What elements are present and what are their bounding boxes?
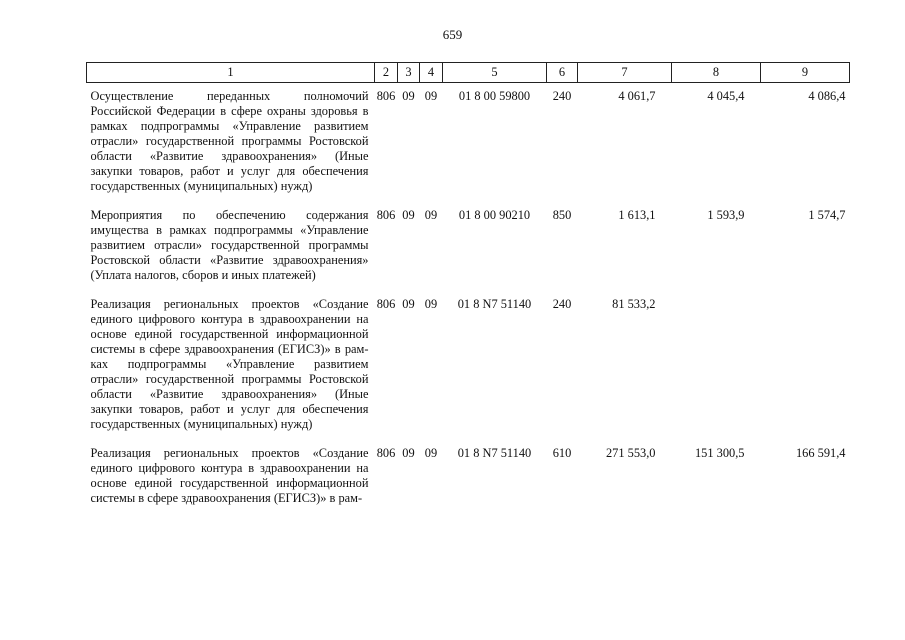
amount-year-3 bbox=[761, 291, 850, 440]
target-article-code: 01 8 N7 51140 bbox=[457, 297, 532, 311]
expense-type-code: 240 bbox=[552, 297, 572, 311]
header-cell: 1 bbox=[87, 63, 375, 83]
target-article-code: 01 8 N7 51140 bbox=[457, 446, 532, 460]
table-row bbox=[87, 202, 850, 291]
section-code: 09 bbox=[402, 89, 415, 103]
header-cell: 8 bbox=[672, 63, 761, 83]
target-article-code: 01 8 00 59800 bbox=[458, 89, 531, 103]
expense-type-code: 610 bbox=[552, 446, 572, 460]
row-description: Осуществление переданных полномочий Российской Федерации в сфере охраны здоровья в рамках подпрограммы «Управление развитием отрасли» государственной программы Ростовской области «Развитие здравоохранения» (Иные закупки товаров, работ и услуг для обеспечения государственных (муниципальных) нужд) bbox=[90, 89, 369, 193]
section-code: 09 bbox=[402, 446, 415, 460]
ministry-code: 806 bbox=[376, 208, 396, 222]
header-cell: 6 bbox=[547, 63, 578, 83]
amount-year-3: 4 086,4 bbox=[808, 89, 846, 103]
target-article-code: 01 8 00 90210 bbox=[458, 208, 531, 222]
section-code: 09 bbox=[402, 297, 415, 311]
table-row bbox=[87, 83, 850, 203]
subsection-code: 09 bbox=[424, 446, 438, 460]
subsection-code: 09 bbox=[424, 89, 438, 103]
header-cell: 2 bbox=[375, 63, 398, 83]
table-row bbox=[87, 291, 850, 440]
section-code: 09 bbox=[402, 208, 415, 222]
amount-year-2: 4 045,4 bbox=[707, 89, 745, 103]
amount-year-2: 1 593,9 bbox=[707, 208, 745, 222]
amount-year-1: 271 553,0 bbox=[605, 446, 656, 460]
amount-year-2: 151 300,5 bbox=[694, 446, 745, 460]
ministry-code: 806 bbox=[376, 297, 396, 311]
amount-year-1: 1 613,1 bbox=[618, 208, 656, 222]
header-cell: 9 bbox=[761, 63, 850, 83]
table-row bbox=[87, 440, 850, 506]
amount-year-2 bbox=[672, 291, 761, 440]
expense-type-code: 240 bbox=[552, 89, 572, 103]
header-cell: 5 bbox=[443, 63, 547, 83]
page-number: 659 bbox=[442, 27, 463, 42]
amount-year-3: 166 591,4 bbox=[795, 446, 846, 460]
expense-type-code: 850 bbox=[552, 208, 572, 222]
row-description: Мероприятия по обеспечению содержания имущества в рамках подпрограммы «Управление развитием отрасли» государственной программы Ростовской области «Развитие здравоохранения» (Уплата налогов, сборов и иных платежей) bbox=[90, 208, 369, 282]
amount-year-1: 4 061,7 bbox=[618, 89, 656, 103]
header-cell: 4 bbox=[420, 63, 443, 83]
row-description: Реализация региональных проектов «Создание единого цифрового контура в здравоохранении на основе единой государственной информационной системы в сфере здравоохранения (ЕГИСЗ)» в рам- bbox=[90, 446, 369, 505]
header-cell: 7 bbox=[578, 63, 672, 83]
subsection-code: 09 bbox=[424, 297, 438, 311]
amount-year-3: 1 574,7 bbox=[808, 208, 846, 222]
table-header-row bbox=[87, 63, 850, 83]
row-description: Реализация региональных проектов «Создание единого цифрового контура в здравоохранении на основе единой государственной информационной системы в сфере здравоохранения (ЕГИСЗ)» в рамках подпрограммы «Управление развитием отрасли» государственной программы Ростовской области «Развитие здравоохранения» (Иные закупки товаров, работ и услуг для обеспечения государственных (муниципальных) нужд) bbox=[90, 297, 369, 431]
subsection-code: 09 bbox=[424, 208, 438, 222]
ministry-code: 806 bbox=[376, 446, 396, 460]
ministry-code: 806 bbox=[376, 89, 396, 103]
budget-table bbox=[86, 62, 850, 506]
amount-year-1: 81 533,2 bbox=[612, 297, 656, 311]
header-cell: 3 bbox=[398, 63, 420, 83]
